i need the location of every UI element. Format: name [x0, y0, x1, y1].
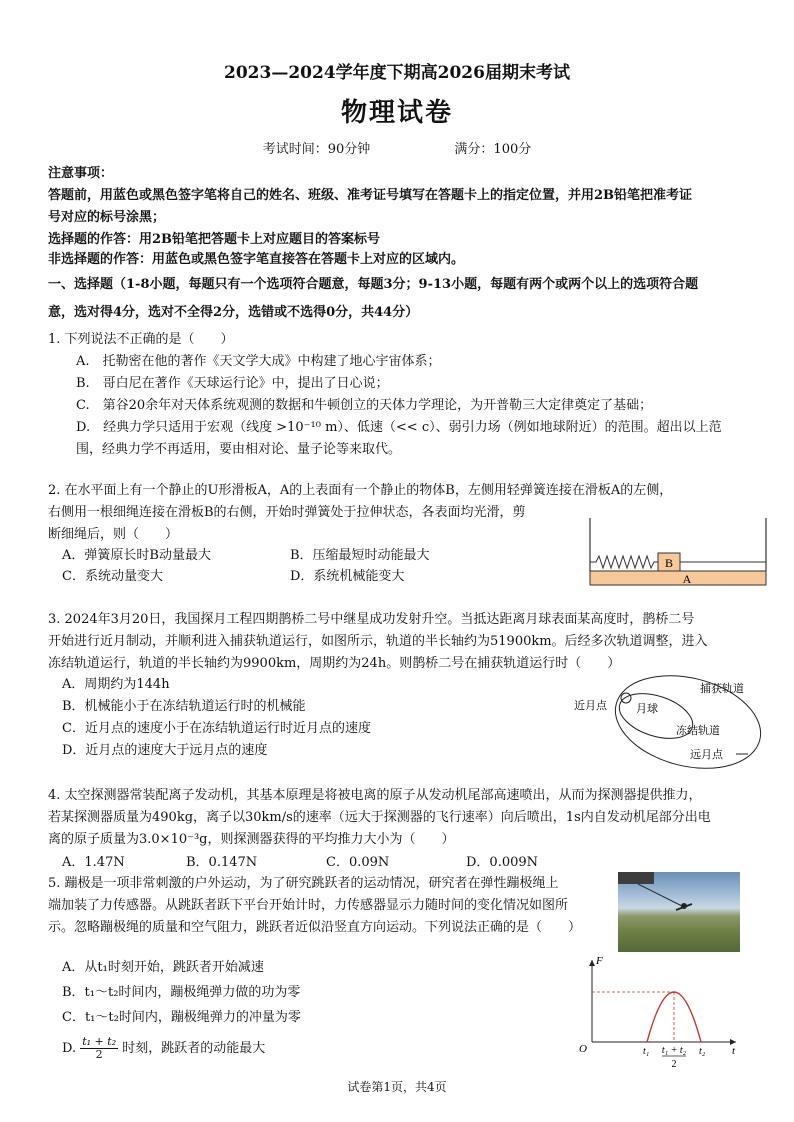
q3-stem-line-2: 开始进行近月制动，并顺利进入捕获轨道运行，如图所示，轨道的半长轴约为51900km。后经多次轨道调整，进入: [48, 634, 708, 649]
frozen-orbit-label: 冻结轨道: [676, 724, 720, 737]
capture-orbit-label: 捕获轨道: [700, 682, 744, 695]
exam-title: 2023—2024学年度下期高2026届期末考试: [224, 63, 570, 83]
q1-option-a: A. 托勒密在他的著作《天文学大成》中构建了地心宇宙体系；: [76, 354, 441, 369]
q5-stem-line-3: 示。忽略蹦极绳的质量和空气阻力，跳跃者近似沿竖直方向运动。下列说法正确的是（ ）: [48, 920, 582, 935]
q3-orbit-figure: [568, 672, 768, 772]
t-axis-label: t: [732, 1045, 736, 1057]
q5-stem-line-2: 端加装了力传感器。从跳跃者跃下平台开始计时，力传感器显示力随时间的变化情况如图所: [48, 898, 569, 913]
bungee-photo-sketch: [618, 872, 740, 952]
q2-stem-line-2: 右侧用一根细绳连接在滑板B的右侧，开始时弹簧处于拉伸状态，各表面均光滑，剪: [48, 505, 526, 520]
block-b-label: B: [664, 556, 674, 570]
q3-option-a: A．周期约为144h: [62, 677, 170, 692]
section-heading-line-1: 一、选择题（1-8小题，每题只有一个选项符合题意，每题3分；9-13小题，每题有两个或两个以上的选项符合题: [48, 277, 699, 292]
frozen-orbit: [614, 685, 699, 747]
q3-option-c: C．近月点的速度小于在冻结轨道运行时近月点的速度: [62, 721, 371, 736]
far-point-label: 远月点: [690, 748, 723, 761]
q5-option-c: C．t₁～t₂时间内，蹦极绳弹力的冲量为零: [62, 1010, 301, 1025]
q1-option-d-line-1: D. 经典力学只适用于宏观（线度 >10⁻¹⁰ m）、低速（<< c）、弱引力场（例如地球附近）的范围。超出以上范: [76, 420, 722, 435]
exam-info: [0, 138, 794, 157]
q2-option-b: B．压缩最短时动能最大: [290, 548, 430, 563]
exam-time: 考试时间：90分钟: [262, 142, 371, 157]
q3-option-b: B．机械能小于在冻结轨道运行时的机械能: [62, 699, 306, 714]
jump-platform: [618, 872, 654, 884]
q1-option-d-line-2: 围，经典力学不再适用，要由相对论、量子论等来取代。: [76, 442, 402, 457]
q2-slider-figure: [588, 518, 768, 588]
notice-line-3: 选择题的作答：用2B铅笔把答题卡上对应题目的答案标号: [48, 232, 381, 247]
t2-label: t₂: [699, 1046, 706, 1057]
q2-stem-line-1: 2. 在水平面上有一个静止的U形滑板A，A的上表面有一个静止的物体B，左侧用轻弹簧连接在滑板A的左侧，: [48, 483, 673, 498]
notice-heading: 注意事项：: [48, 166, 114, 181]
notice-line-4: 非选择题的作答：用蓝色或黑色签字笔直接答在答题卡上对应的区域内。: [48, 252, 465, 267]
q3-stem-line-3: 冻结轨道运行，轨道的半长轴约为9900km，周期约为24h。则鹊桥二号在捕获轨道运行时（ ）: [48, 656, 621, 671]
fraction-denominator: 2: [95, 1048, 103, 1061]
origin-label: O: [579, 1043, 587, 1055]
q5-option-d-fraction: [80, 1036, 118, 1061]
q5-option-d: [62, 1034, 265, 1064]
slider-a-base: [590, 571, 766, 585]
q3-option-d: D．近月点的速度大于远月点的速度: [62, 743, 268, 758]
q1-option-c: C. 第谷20余年对天体系统观测的数据和牛顿创立的天体力学理论，为开普勒三大定律奠定了基础；: [76, 398, 653, 413]
spring: [590, 556, 658, 568]
fraction-numerator: t₁ + t₂: [82, 1035, 117, 1048]
mid-label-numerator: t₁ + t₂: [661, 1045, 687, 1056]
bungee-photo: [618, 872, 740, 952]
q1-option-b: B. 哥白尼在著作《天球运行论》中，提出了日心说；: [76, 376, 389, 391]
q5-force-time-graph: [574, 952, 744, 1070]
q2-option-c: C．系统动量变大: [62, 569, 163, 584]
near-point-label: 近月点: [574, 699, 607, 712]
q4-stem-line-2: 若某探测器质量为490kg，离子以30km/s的速率（远大于探测器的飞行速率）向后喷出，1s内自发动机尾部分出电: [48, 810, 711, 825]
q2-option-d: D．系统机械能变大: [290, 569, 405, 584]
q5-stem-line-1: 5. 蹦极是一项非常刺激的户外运动，为了研究跳跃者的运动情况，研究者在弹性蹦极绳上: [48, 876, 559, 891]
mid-label-denominator: 2: [671, 1059, 677, 1070]
t1-label: t₁: [643, 1046, 650, 1057]
q4-option-b: B．0.147N: [186, 855, 258, 870]
q4-option-d: D．0.009N: [466, 855, 539, 870]
page-footer: 试卷第1页，共4页: [347, 1080, 447, 1094]
subject-title: 物理试卷: [340, 98, 453, 128]
section-heading-line-2: 意，选对得4分，选对不全得2分，选错或不选得0分，共44分）: [48, 305, 419, 320]
q4-stem-line-1: 4. 太空探测器常装配离子发动机，其基本原理是将被电离的原子从发动机尾部高速喷出，从而为探测器提供推力，: [48, 788, 702, 803]
q4-option-a: A．1.47N: [62, 855, 125, 870]
bungee-cord: [638, 884, 682, 906]
f-axis-label: F: [596, 955, 603, 967]
q1-stem: 1. 下列说法不正确的是（ ）: [48, 332, 234, 347]
q5-option-b: B．t₁～t₂时间内，蹦极绳弹力做的功为零: [62, 985, 301, 1000]
full-score: 满分：100分: [454, 142, 532, 157]
q2-stem-line-3: 断细绳后，则（ ）: [48, 527, 179, 542]
moon: [621, 693, 631, 703]
q2-option-a: A．弹簧原长时B动量最大: [62, 548, 211, 563]
q5-option-d-text: 时刻，跳跃者的动能最大: [122, 1041, 266, 1056]
f-axis-arrow: [589, 960, 595, 966]
slider-a-label: A: [682, 572, 692, 586]
q3-stem-line-1: 3. 2024年3月20日，我国探月工程四期鹊桥二号中继星成功发射升空。当抵达距离月球表面某高度时，鹊桥二号: [48, 612, 695, 627]
q5-option-d-letter: D.: [62, 1041, 77, 1056]
q4-stem-line-3: 离的原子质量为3.0×10⁻³g，则探测器获得的平均推力大小为（ ）: [48, 832, 455, 847]
q4-option-c: C．0.09N: [326, 855, 390, 870]
moon-label: 月球: [636, 702, 658, 715]
q5-option-a: A．从t₁时刻开始，跳跃者开始减速: [62, 960, 264, 975]
notice-line-1: 答题前，用蓝色或黑色签字笔将自己的姓名、班级、准考证号填写在答题卡上的指定位置，并用2B铅笔把准考证: [48, 188, 693, 203]
notice-line-2: 号对应的标号涂黑；: [48, 210, 166, 225]
